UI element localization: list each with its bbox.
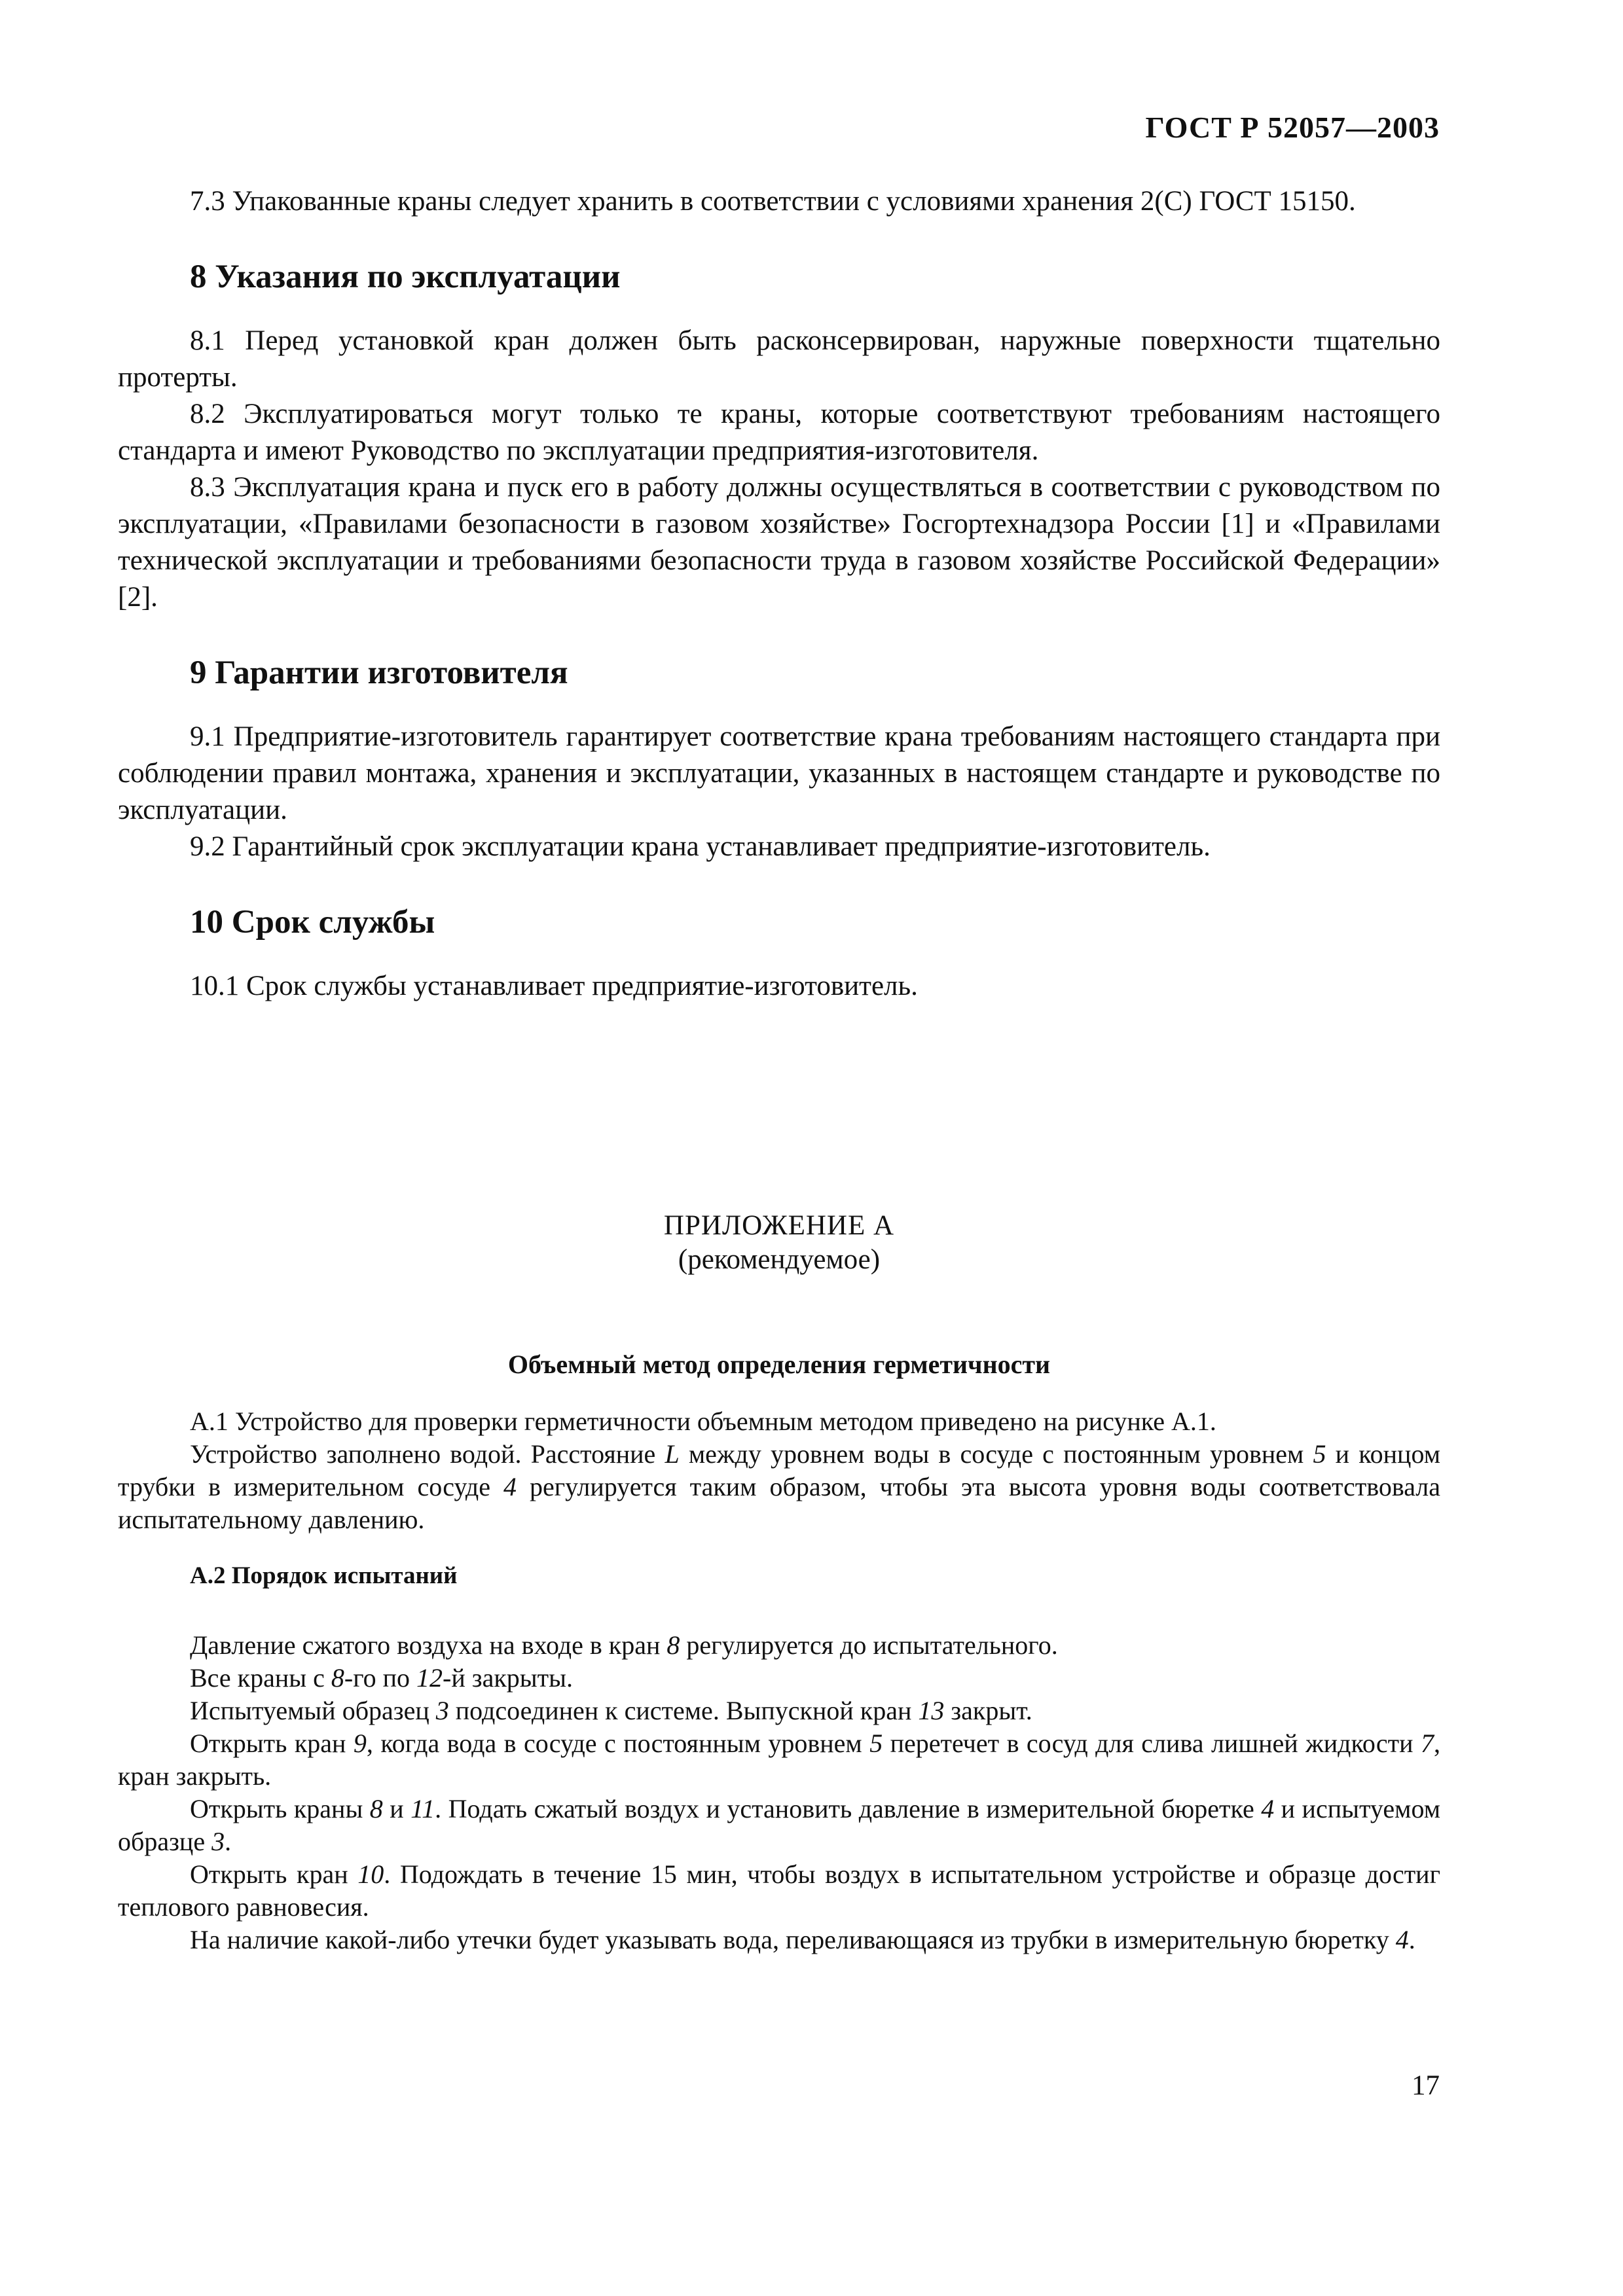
paragraph-8-2: 8.2 Эксплуатироваться могут только те краны, которые соответствуют требованиям настоящего стандарта и имеют Руководство по эксплуатации предприятия-изготовителя. [118, 399, 1440, 466]
page-number: 17 [1412, 2070, 1440, 2101]
paragraph-8-3: 8.3 Эксплуатация крана и пуск его в работу должны осуществляться в соответствии с руководством по эксплуатации, «Правилами безопасности в газовом хозяйстве» Госгортехнадзора России [1] и «Правилами технической эксплуатации и требованиями безопасности труда в газовом хозяйстве Российской Федерации» [2]. [118, 472, 1440, 613]
appendix-subtitle: (рекомендуемое) [678, 1244, 881, 1275]
test-step-6: Открыть кран 10. Подождать в течение 15 мин, чтобы воздух в испытательном устройстве и образце достиг теплового равновесия. [118, 1859, 1440, 1922]
section-8-title: 8 Указания по эксплуатации [190, 259, 621, 295]
paragraph-10-1: 10.1 Срок службы устанавливает предприятие-изготовитель. [190, 971, 918, 1001]
test-step-5: Открыть краны 8 и 11. Подать сжатый воздух и установить давление в измерительной бюретке 4 и испытуемом образце 3. [118, 1794, 1441, 1856]
appendix-header [118, 1209, 1440, 1277]
paragraph-a-1: А.1 Устройство для проверки герметичности объемным методом приведено на рисунке А.1. [190, 1407, 1216, 1436]
document-code-header: ГОСТ Р 52057—2003 [1145, 111, 1440, 144]
paragraph-9-1: 9.1 Предприятие-изготовитель гарантирует соответствие крана требованиям настоящего стандарта при соблюдении правил монтажа, хранения и эксплуатации, указанных в настоящем стандарте и руководстве по эксплуатации. [118, 721, 1440, 825]
section-10-title: 10 Срок службы [190, 904, 435, 941]
appendix-heading: Объемный метод определения герметичности [507, 1350, 1051, 1379]
paragraph-device-description: Устройство заполнено водой. Расстояние L между уровнем воды в сосуде с постоянным уровнем 5 и концом трубки в измерительном сосуде 4 регулируется таким образом, чтобы эта высота уровня воды соответствовала испытательному давлению. [118, 1439, 1441, 1534]
paragraph-9-2: 9.2 Гарантийный срок эксплуатации крана устанавливает предприятие-изготовитель. [190, 831, 1211, 862]
paragraph-8-1: 8.1 Перед установкой кран должен быть расконсервирован, наружные поверхности тщательно протерты. [118, 325, 1440, 393]
page-content [118, 183, 1440, 1956]
test-step-2: Все краны с 8-го по 12-й закрыты. [190, 1663, 573, 1693]
appendix-title: ПРИЛОЖЕНИЕ А [663, 1210, 895, 1241]
paragraph-7-3: 7.3 Упакованные краны следует хранить в соответствии с условиями хранения 2(С) ГОСТ 15150. [190, 186, 1356, 217]
test-step-4: Открыть кран 9, когда вода в сосуде с постоянным уровнем 5 перетечет в сосуд для слива лишней жидкости 7, кран закрыть. [118, 1729, 1441, 1791]
test-step-3: Испытуемый образец 3 подсоединен к системе. Выпускной кран 13 закрыт. [190, 1696, 1032, 1725]
test-step-7: На наличие какой-либо утечки будет указывать вода, переливающаяся из трубки в измерительную бюретку 4. [190, 1925, 1415, 1954]
appendix-body [118, 1405, 1440, 1956]
test-step-1: Давление сжатого воздуха на входе в кран 8 регулируется до испытательного. [190, 1630, 1058, 1660]
section-9-title: 9 Гарантии изготовителя [190, 655, 568, 691]
subsection-a-2-title: А.2 Порядок испытаний [190, 1562, 458, 1589]
